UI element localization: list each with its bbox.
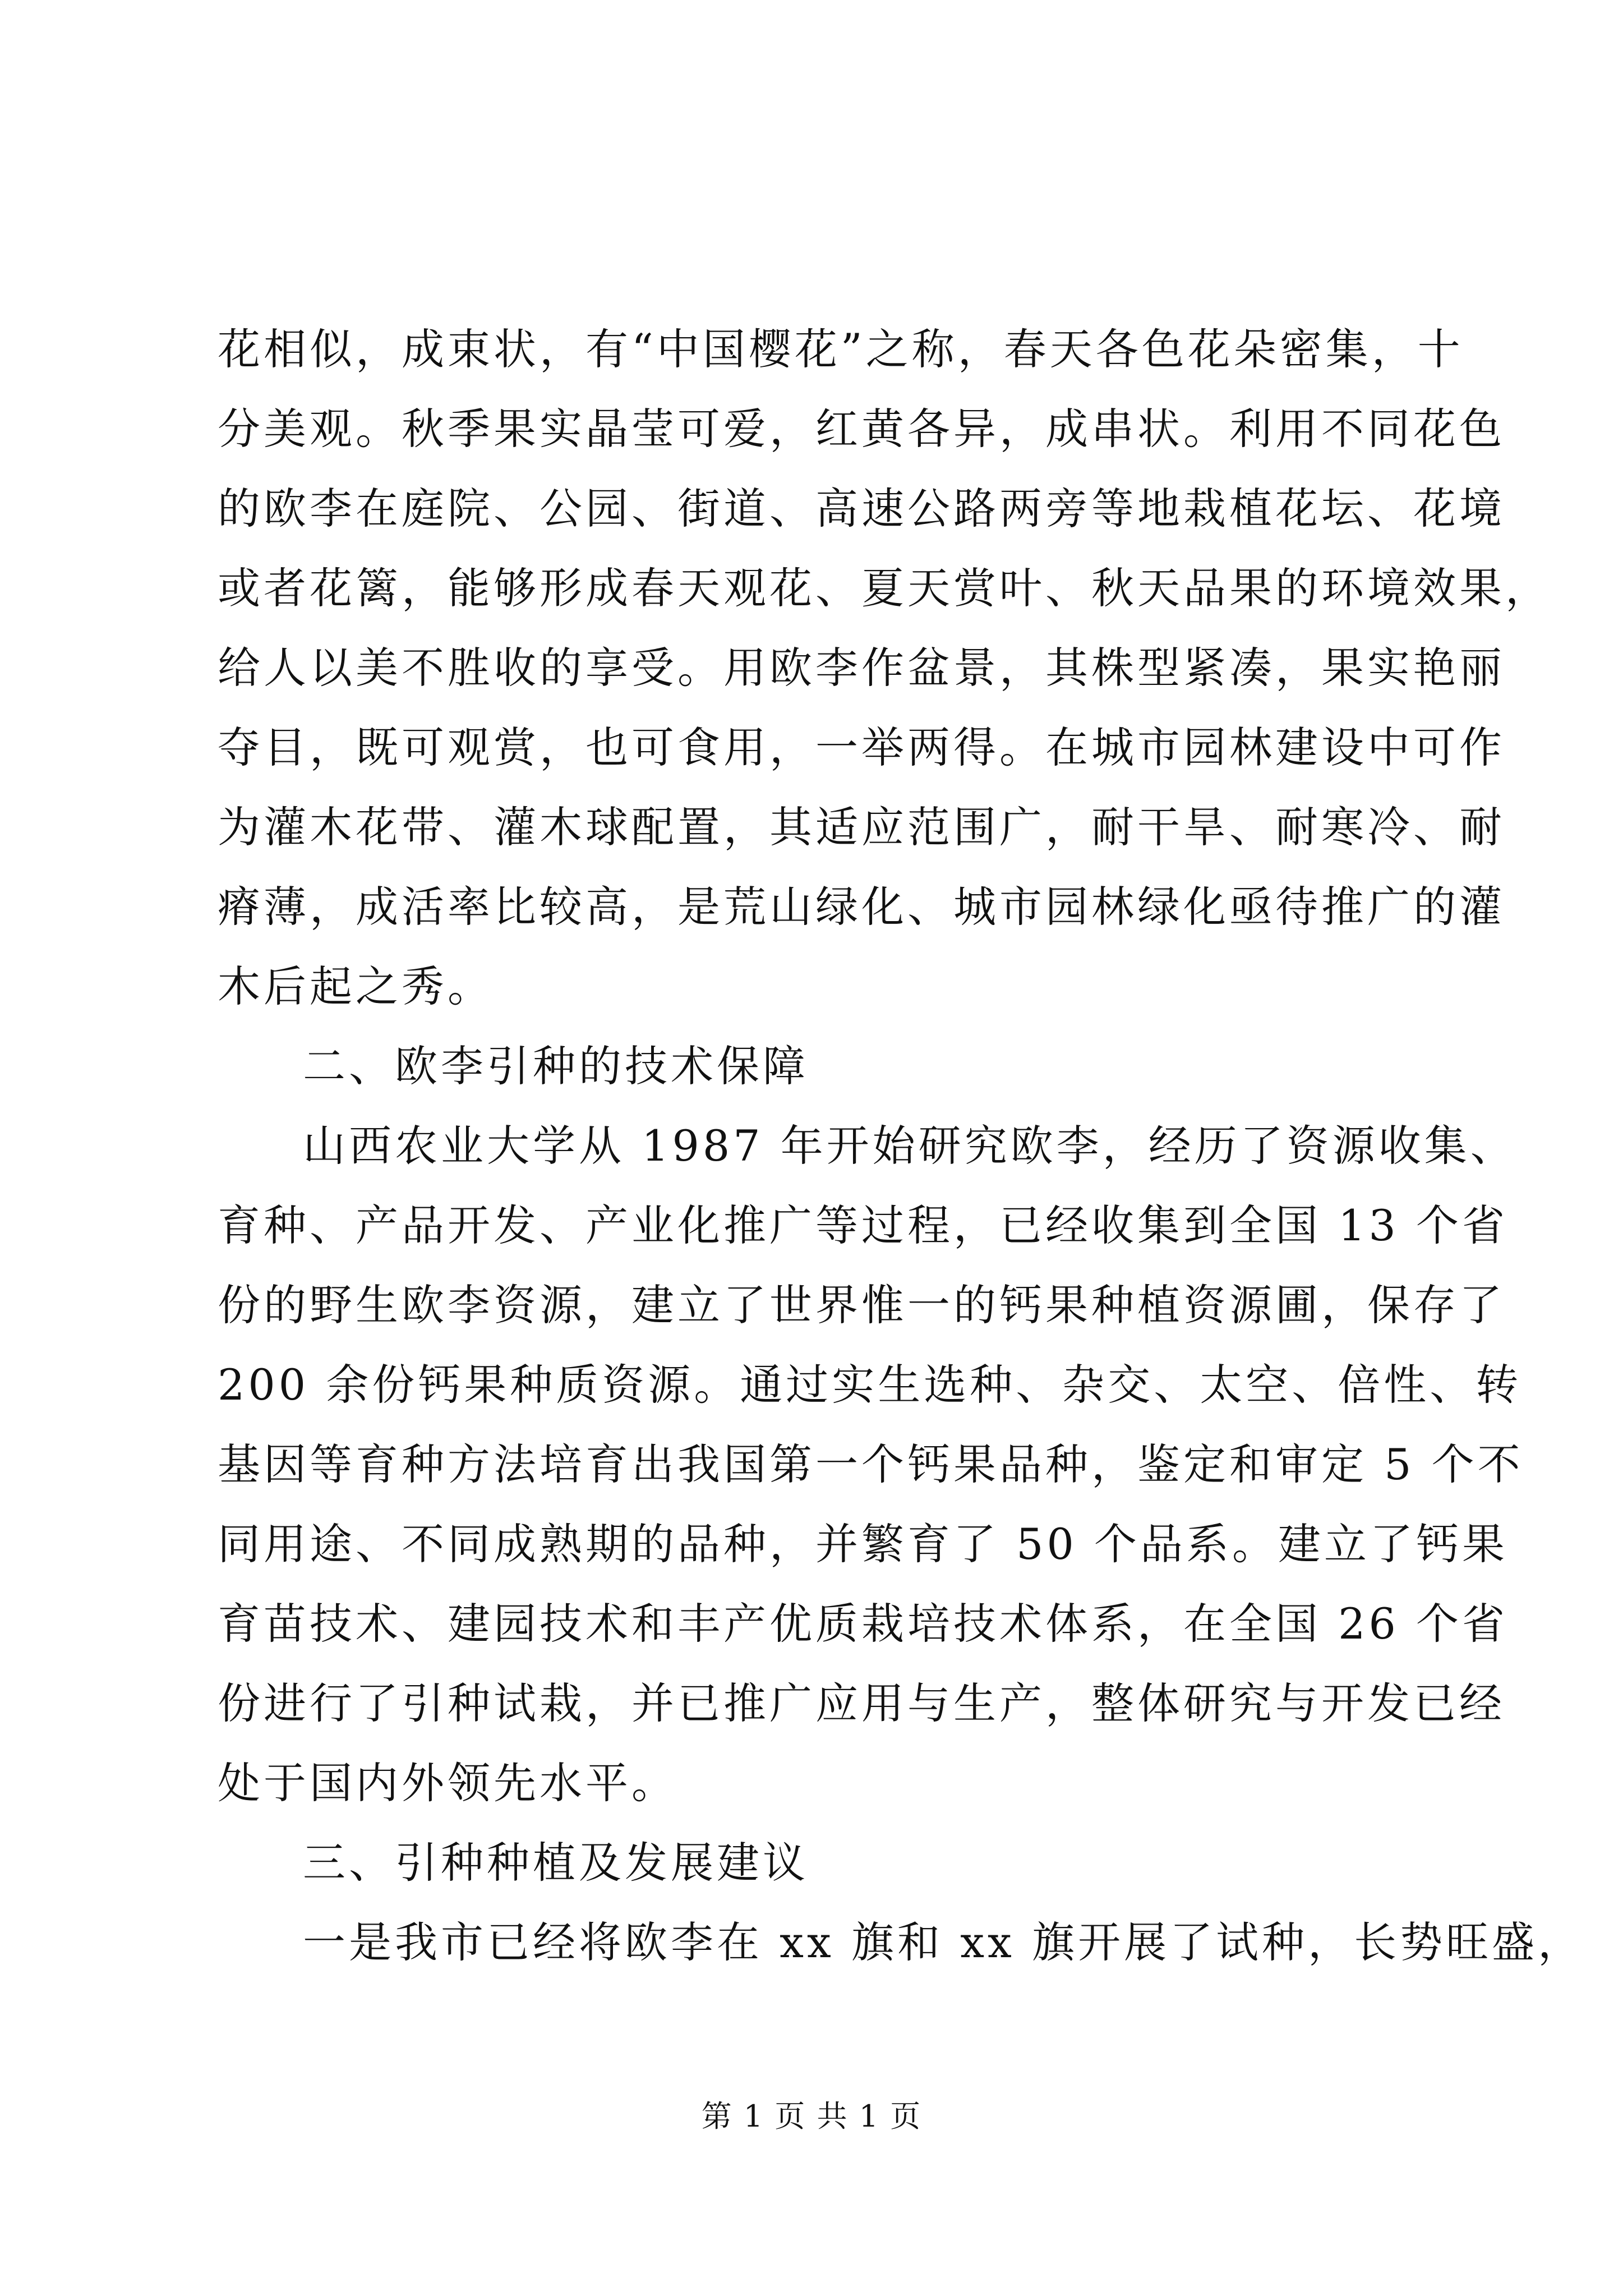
section-heading-3: 三、引种种植及发展建议 [303,1838,809,1888]
paragraph-1 [218,310,1551,1027]
text-line: 花相似，成束状，有“中国樱花”之称，春天各色花朵密集，十 [218,324,1464,374]
text-line: 育种、产品开发、产业化推广等过程，已经收集到全国 13 个省 [218,1200,1509,1250]
text-line: 育苗技术、建园技术和丰产优质栽培技术体系，在全国 26 个省 [218,1599,1509,1649]
text-line: 200 余份钙果种质资源。通过实生选种、杂交、太空、倍性、转 [218,1360,1522,1410]
text-line: 为灌木花带、灌木球配置，其适应范围广，耐干旱、耐寒冷、耐 [218,802,1505,852]
text-line: 的欧李在庭院、公园、街道、高速公路两旁等地栽植花坛、花境 [218,484,1505,533]
document-body [218,310,1584,1982]
text-line: 分美观。秋季果实晶莹可爱，红黄各异，成串状。利用不同花色 [218,404,1505,454]
text-line: 份进行了引种试栽，并已推广应用与生产，整体研究与开发已经 [218,1678,1505,1728]
text-line: 或者花篱，能够形成春天观花、夏天赏叶、秋天品果的环境效果， [218,563,1551,613]
text-line: 山西农业大学从 1987 年开始研究欧李，经历了资源收集、 [303,1121,1516,1171]
paragraph-2 [218,1106,1524,1823]
page-footer: 第 1 页 共 1 页 [701,2099,922,2134]
text-line: 同用途、不同成熟期的品种，并繁育了 50 个品系。建立了钙果 [218,1519,1509,1569]
text-line: 基因等育种方法培育出我国第一个钙果品种，鉴定和审定 5 个不 [218,1439,1524,1489]
text-line: 份的野生欧李资源，建立了世界惟一的钙果种植资源圃，保存了 [218,1280,1505,1330]
text-line: 一是我市已经将欧李在 xx 旗和 xx 旗开展了试种，长势旺盛， [303,1917,1584,1967]
text-line: 处于国内外领先水平。 [218,1758,677,1808]
paragraph-3 [218,1903,1584,1982]
text-line: 木后起之秀。 [218,961,494,1011]
text-line: 夺目，既可观赏，也可食用，一举两得。在城市园林建设中可作 [218,723,1505,772]
text-line: 给人以美不胜收的享受。用欧李作盆景，其株型紧凑，果实艳丽 [218,643,1505,693]
section-heading-2: 二、欧李引种的技术保障 [303,1041,809,1091]
text-line: 瘠薄，成活率比较高，是荒山绿化、城市园林绿化亟待推广的灌 [218,882,1505,932]
